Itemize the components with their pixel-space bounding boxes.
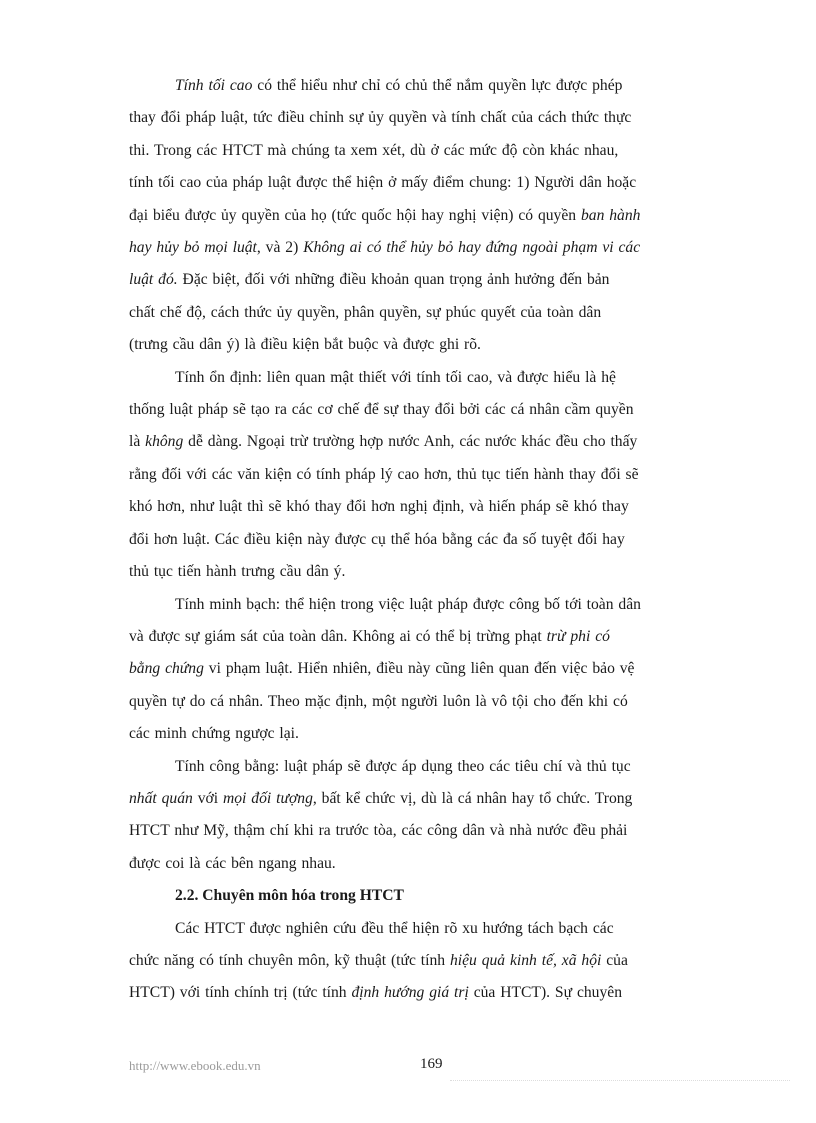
text-line: hay hủy bỏ mọi luật, và 2) Không ai có thể hủy bỏ hay đứng ngoài phạm vi các [129,239,641,257]
text-line: luật đó. Đặc biệt, đối với những điều khoản quan trọng ảnh hưởng đến bản [129,271,610,289]
text-line: và được sự giám sát của toàn dân. Không ai có thể bị trừng phạt trừ phi có [129,627,610,645]
italic-term: không [145,433,184,451]
italic-term: ban hành [580,206,641,224]
text-line: được coi là các bên ngang nhau. [129,854,336,872]
text-line: quyền tự do cá nhân. Theo mặc định, một người luôn là vô tội cho đến khi có [129,692,628,710]
italic-term: bằng chứng [129,660,204,678]
italic-term: luật đó. [129,271,178,289]
text-line: đại biểu được ủy quyền của họ (tức quốc hội hay nghị viện) có quyền ban hành [129,206,641,224]
paragraph-specialization [129,913,689,1010]
footer-url: http://www.ebook.edu.vn [129,1058,261,1073]
text-line: Các HTCT được nghiên cứu đều thể hiện rõ xu hướng tách bạch các [175,919,614,937]
text-line: thi. Trong các HTCT mà chúng ta xem xét, dù ở các mức độ còn khác nhau, [129,141,619,159]
text-line: các minh chứng ngược lại. [129,725,299,743]
text-line: là không dễ dàng. Ngoại trừ trường hợp nước Anh, các nước khác đều cho thấy [129,433,638,451]
text-line: HTCT như Mỹ, thậm chí khi ra trước tòa, các công dân và nhà nước đều phải [129,822,628,840]
text-line: thủ tục tiến hành trưng cầu dân ý. [129,563,346,581]
italic-term: hay hủy bỏ mọi luật [129,239,257,257]
paragraph-supremacy [129,70,689,362]
page-number: 169 [420,1056,443,1072]
footer-divider [450,1080,790,1081]
text-line: chất chế độ, cách thức ủy quyền, phân quyền, sự phúc quyết của toàn dân [129,303,602,321]
italic-term: trừ phi có [546,627,610,645]
text-line: Tính ổn định: liên quan mật thiết với tính tối cao, và được hiểu là hệ [175,368,616,386]
italic-term: Không ai có thể hủy bỏ hay đứng ngoài phạm vi các [303,239,641,257]
text-line: bằng chứng vi phạm luật. Hiển nhiên, điều này cũng liên quan đến việc bảo vệ [129,660,635,678]
paragraph-transparency [129,589,689,751]
text-line: khó hơn, như luật thì sẽ khó thay đổi hơn nghị định, và hiến pháp sẽ khó thay [129,498,629,516]
italic-term: Tính tối cao [175,77,253,94]
italic-term: mọi đối tượng [223,789,313,807]
text-line: đổi hơn luật. Các điều kiện này được cụ thể hóa bằng các đa số tuyệt đối hay [129,530,625,548]
section-heading: 2.2. Chuyên môn hóa trong HTCT [175,887,404,905]
text-line: rằng đối với các văn kiện có tính pháp lý cao hơn, thủ tục tiến hành thay đổi sẽ [129,465,639,483]
paragraph-fairness [129,751,689,881]
paragraph-stability [129,362,689,589]
page-body [129,70,689,1010]
text-line: thay đổi pháp luật, tức điều chỉnh sự ủy quyền và tính chất của cách thức thực [129,109,632,127]
text-line: nhất quán với mọi đối tượng, bất kể chức vị, dù là cá nhân hay tổ chức. Trong [129,789,633,807]
italic-term: hiệu quả kinh tế, xã hội [449,951,602,969]
text-line: Tính tối cao có thể hiểu như chỉ có chủ thể nắm quyền lực được phép [175,77,623,94]
text-line: Tính công bằng: luật pháp sẽ được áp dụng theo các tiêu chí và thủ tục [175,757,631,775]
text-line: chức năng có tính chuyên môn, kỹ thuật (tức tính hiệu quả kinh tế, xã hội của [129,951,628,969]
italic-term: nhất quán [129,789,193,807]
text-line: (trưng cầu dân ý) là điều kiện bắt buộc và được ghi rõ. [129,336,481,354]
text-line: HTCT) với tính chính trị (tức tính định hướng giá trị của HTCT). Sự chuyên [129,984,622,1002]
text-line: Tính minh bạch: thể hiện trong việc luật pháp được công bố tới toàn dân [175,595,641,613]
text-line: tính tối cao của pháp luật được thể hiện ở mấy điểm chung: 1) Người dân hoặc [129,174,637,192]
italic-term: định hướng giá trị [351,984,469,1002]
text-line: thống luật pháp sẽ tạo ra các cơ chế để sự thay đổi bởi các cá nhân cầm quyền [129,401,634,419]
